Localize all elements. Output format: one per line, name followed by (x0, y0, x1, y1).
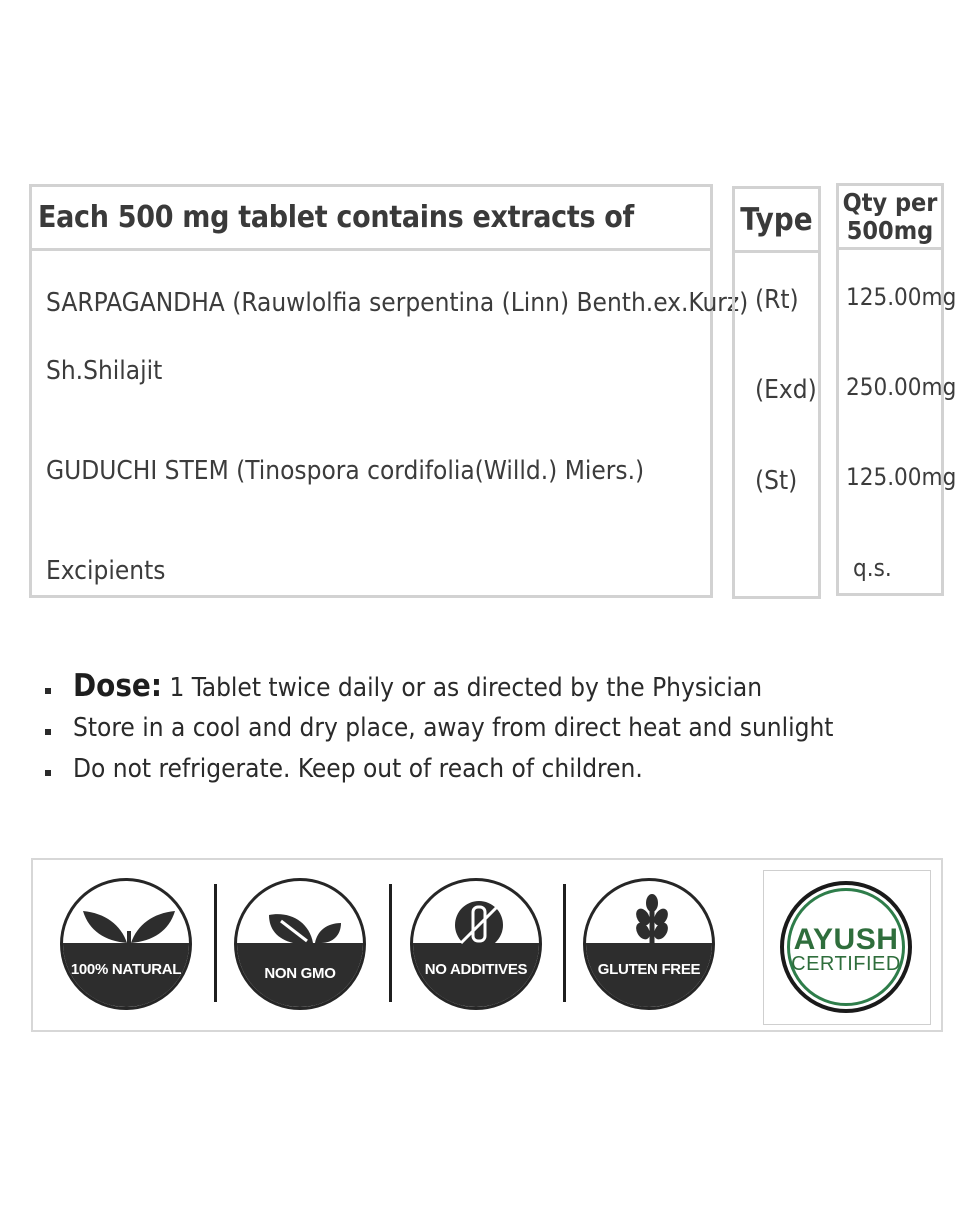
type-header: Type (735, 189, 818, 253)
ayush-seal (780, 881, 912, 1013)
bullet-icon (45, 688, 51, 694)
dose-label: Dose: (73, 668, 163, 704)
ingredient-header: Each 500 mg tablet contains extracts of (32, 187, 710, 251)
badge-gluten-free (583, 878, 715, 1010)
warning-text: Do not refrigerate. Keep out of reach of children. (73, 754, 643, 784)
badge-label: NON GMO (264, 965, 336, 982)
type-value: (Rt) (755, 285, 799, 315)
ingredient-name: Excipients (46, 556, 166, 586)
ayush-title: AYUSH (793, 923, 899, 956)
type-value: (Exd) (755, 375, 817, 405)
storage-text: Store in a cool and dry place, away from direct heat and sunlight (73, 713, 834, 743)
ingredient-name: GUDUCHI STEM (Tinospora cordifolia(Willd.) Miers.) (46, 456, 645, 486)
badge-label: 100% NATURAL (70, 961, 182, 978)
qty-header (839, 186, 941, 250)
ayush-certified-frame (763, 870, 931, 1025)
qty-column (836, 183, 957, 596)
qty-header-line1: Qty per (842, 187, 938, 217)
divider (563, 884, 566, 1002)
ingredient-column (29, 184, 749, 598)
dose-text: 1 Tablet twice daily or as directed by the Physician (169, 673, 763, 703)
qty-header-line2: 500mg (846, 215, 934, 245)
leaves-icon (63, 881, 192, 1010)
badge-label: NO ADDITIVES (424, 961, 528, 978)
badge-natural (60, 878, 192, 1010)
bullet-icon (45, 770, 51, 776)
ayush-subtitle: CERTIFIED (791, 953, 901, 975)
ingredient-name: SARPAGANDHA (Rauwlolfia serpentina (Linn) Benth.ex.Kurz) (46, 288, 749, 318)
qty-value: 250.00mg (846, 373, 957, 401)
divider (214, 884, 217, 1002)
qty-value: 125.00mg (846, 283, 957, 311)
bullet-icon (45, 729, 51, 735)
badge-label: GLUTEN FREE (597, 961, 701, 978)
qty-value: 125.00mg (846, 463, 957, 491)
badges-strip (31, 858, 943, 1032)
test-tube-icon (413, 881, 542, 1010)
qty-value: q.s. (853, 554, 892, 582)
type-column (732, 186, 821, 599)
leaf-icon (237, 881, 366, 1010)
badge-non-gmo (234, 878, 366, 1010)
type-value: (St) (755, 466, 798, 496)
divider (389, 884, 392, 1002)
ingredient-name: Sh.Shilajit (46, 356, 163, 386)
badge-no-additives (410, 878, 542, 1010)
wheat-icon (586, 881, 715, 1010)
